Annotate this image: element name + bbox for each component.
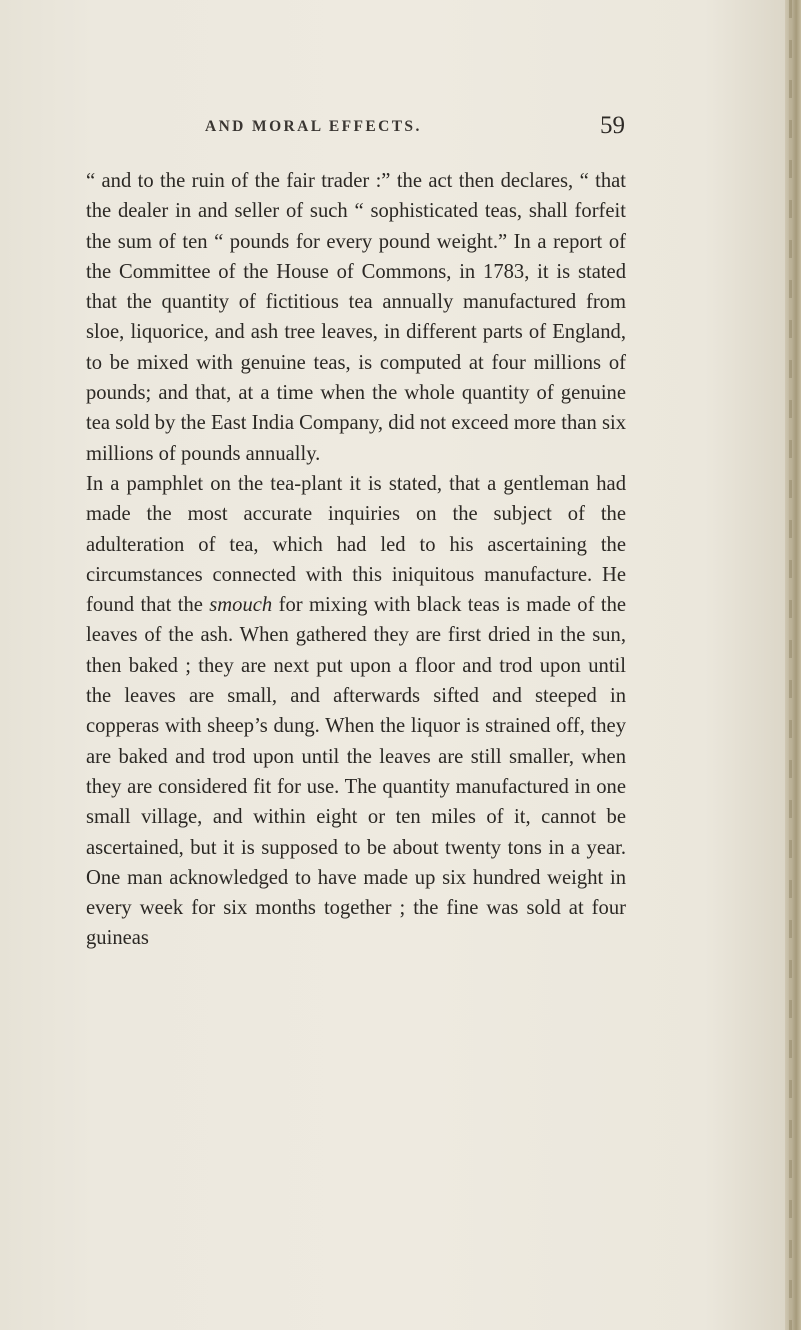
running-title: AND MORAL EFFECTS. [205, 118, 422, 135]
italic-term-smouch: smouch [209, 594, 273, 617]
page-binding-edge [785, 0, 801, 1330]
paragraph-2-part-2: for mixing with black teas is made of the leaves of the ash. When gathered they are first dried in the sun, then baked ; they are next put upon a floor and trod upon until the leaves are small, and afterwards sifted and steeped in copperas with sheep’s dung. When the liquor is strained off, they are baked and trod upon until the leaves are still smaller, when they are considered fit for use. The quantity manufactured in one small village, and within eight or ten miles of it, cannot be ascertained, but it is supposed to be about twenty tons in a year. One man acknowledged to have made up six hundred weight in every week for six months together ; the fine was sold at four guineas [86, 594, 627, 950]
paragraph-1: “ and to the ruin of the fair trader :” the act then declares, “ that the dealer in and seller of such “ sophisticated teas, shall forfeit the sum of ten “ pounds for every pound weight.” In a report of the Committee of the House of Commons, in 1783, it is stated that the quantity of fictitious tea annually manufactured from sloe, liquorice, and ash tree leaves, in different parts of England, to be mixed with genuine teas, is computed at four millions of pounds; and that, at a time when the whole quantity of genuine tea sold by the East India Company, did not exceed more than six millions of pounds annually. [86, 170, 626, 465]
page-number: 59 [600, 112, 625, 139]
body-text [86, 166, 626, 954]
running-head [205, 112, 625, 142]
paragraph-2-part-1: In a pamphlet on the tea-plant it is stated, that a gentleman had made the most accurate inquiries on the subject of the adulteration of tea, which had led to his ascertaining the circumstances connected with this iniquitous manufacture. He found that the [86, 472, 626, 617]
paragraph-2 [86, 469, 626, 954]
